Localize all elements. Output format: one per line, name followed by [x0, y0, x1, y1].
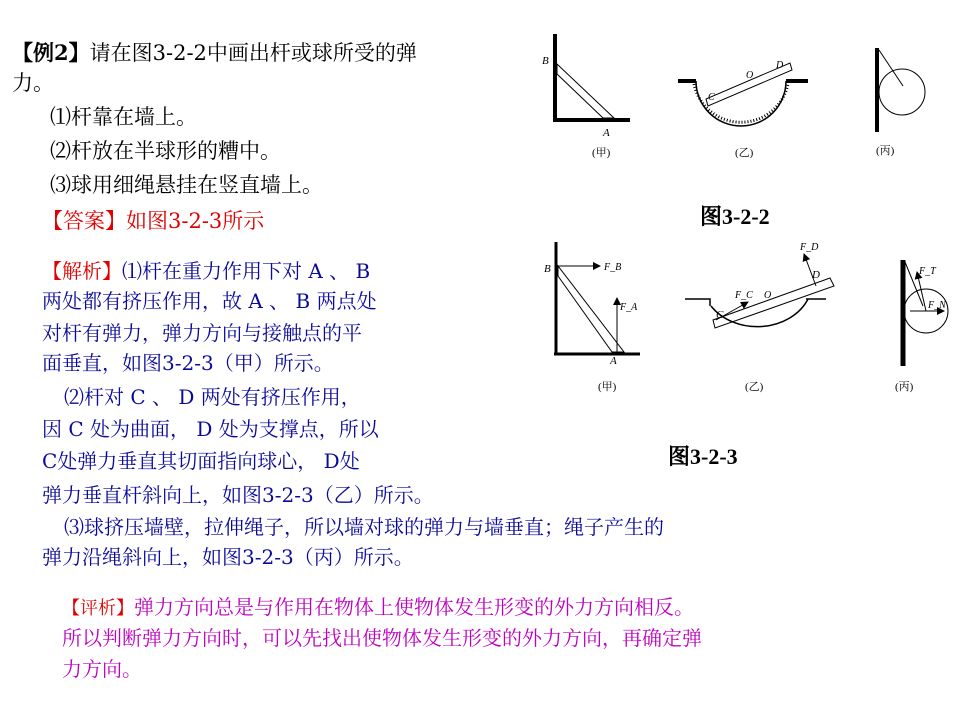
analysis-line-6: 因 C 处为曲面， D 处为支撑点，所以 [42, 417, 379, 441]
analysis-line-10: 弹力沿绳斜向上，如图3-2-3（丙）所示。 [42, 545, 414, 569]
fig2-point-c: C [716, 309, 724, 321]
fig2-force-fa: F_A [620, 302, 638, 313]
fig2-force-ft: F_T [919, 266, 936, 277]
fig1-point-c: C [708, 92, 715, 103]
analysis-text-1: ⑴杆在重力作用下对 A 、 B [122, 259, 371, 283]
analysis-line-3: 对杆有弹力，弹力方向与接触点的平 [42, 321, 362, 345]
comment-text-1: 弹力方向总是与作用在物体上使物体发生形变的外力方向相反。 [134, 595, 694, 619]
analysis-line-7: C处弹力垂直其切面指向球心， D处 [42, 449, 360, 473]
fig1-yi [678, 60, 808, 159]
analysis-line-4: 面垂直，如图3-2-3（甲）所示。 [42, 351, 334, 375]
analysis-line-1 [42, 256, 370, 286]
analysis-tag: 【解析】 [42, 259, 122, 283]
fig1-bing [876, 48, 925, 157]
example-tag: 【例2】 [12, 40, 90, 65]
figure-3-2-2-caption: 图3-2-2 [700, 204, 770, 229]
fig2-bing [895, 260, 948, 393]
analysis-line-9: ⑶球挤压墙壁，拉伸绳子，所以墙对球的弹力与墙垂直；绳子产生的 [64, 515, 664, 539]
answer-text: 如图3-2-3所示 [126, 209, 265, 233]
answer-line [42, 206, 264, 236]
fig1-yi-hatch [694, 84, 788, 122]
fig2-force-fc: F_C [735, 290, 753, 301]
analysis-line-2: 两处都有挤压作用，故 A 、 B 两点处 [42, 289, 377, 313]
fig2-point-o: O [764, 290, 772, 301]
fig1-label-jia: (甲) [592, 147, 611, 159]
example-line-2: 力。 [12, 71, 54, 95]
figure-3-2-3 [530, 236, 950, 406]
fig1-yi-bowl [696, 81, 786, 126]
fig1-point-a: A [603, 127, 610, 139]
figure-3-2-3-caption: 图3-2-3 [668, 444, 738, 469]
fig2-jia [544, 242, 640, 393]
analysis-line-8: 弹力垂直杆斜向上，如图3-2-3（乙）所示。 [42, 483, 434, 507]
fig1-bing-ball [879, 69, 925, 115]
fig1-point-b: B [542, 55, 549, 67]
fig2-point-b: B [544, 263, 551, 275]
comment-line-2: 所以判断弹力方向时，可以先找出使物体发生形变的外力方向，再确定弹 [62, 626, 702, 650]
fig1-label-yi: (乙) [735, 147, 754, 159]
fig2-force-fb: F_B [604, 262, 622, 273]
comment-line-3: 力方向。 [62, 657, 142, 681]
fig1-point-d: D [776, 60, 784, 71]
fig2-label-yi: (乙) [745, 381, 764, 393]
comment-line-1 [62, 592, 694, 624]
fig2-point-a: A [610, 355, 617, 367]
fig1-jia-rod [557, 64, 614, 118]
fig2-yi-edge-left [685, 299, 710, 306]
fig1-jia [542, 34, 630, 159]
fig2-label-bing: (丙) [895, 381, 914, 393]
example-item-3: ⑶球用细绳悬挂在竖直墙上。 [50, 173, 323, 197]
fig1-point-o: O [746, 70, 754, 81]
comment-tag: 【评析】 [62, 598, 134, 619]
figure-3-2-2 [530, 26, 950, 171]
fig2-force-ft-arrow [917, 272, 926, 311]
fig2-label-jia: (甲) [598, 381, 617, 393]
fig2-yi [685, 242, 834, 393]
example-item-1: ⑴杆靠在墙上。 [50, 105, 197, 129]
analysis-line-5: ⑵杆对 C 、 D 两处有挤压作用， [64, 385, 361, 409]
fig2-point-d: D [812, 269, 820, 281]
answer-tag: 【答案】 [42, 209, 126, 233]
fig2-jia-rod [558, 266, 624, 352]
fig2-force-fd: F_D [800, 242, 819, 253]
fig1-label-bing: (丙) [876, 145, 895, 157]
example-item-2: ⑵杆放在半球形的糟中。 [50, 139, 281, 163]
fig2-force-fn: F_N [928, 300, 946, 311]
example-heading [12, 38, 417, 68]
example-line-1: 请在图3-2-2中画出杆或球所受的弹 [89, 41, 417, 65]
